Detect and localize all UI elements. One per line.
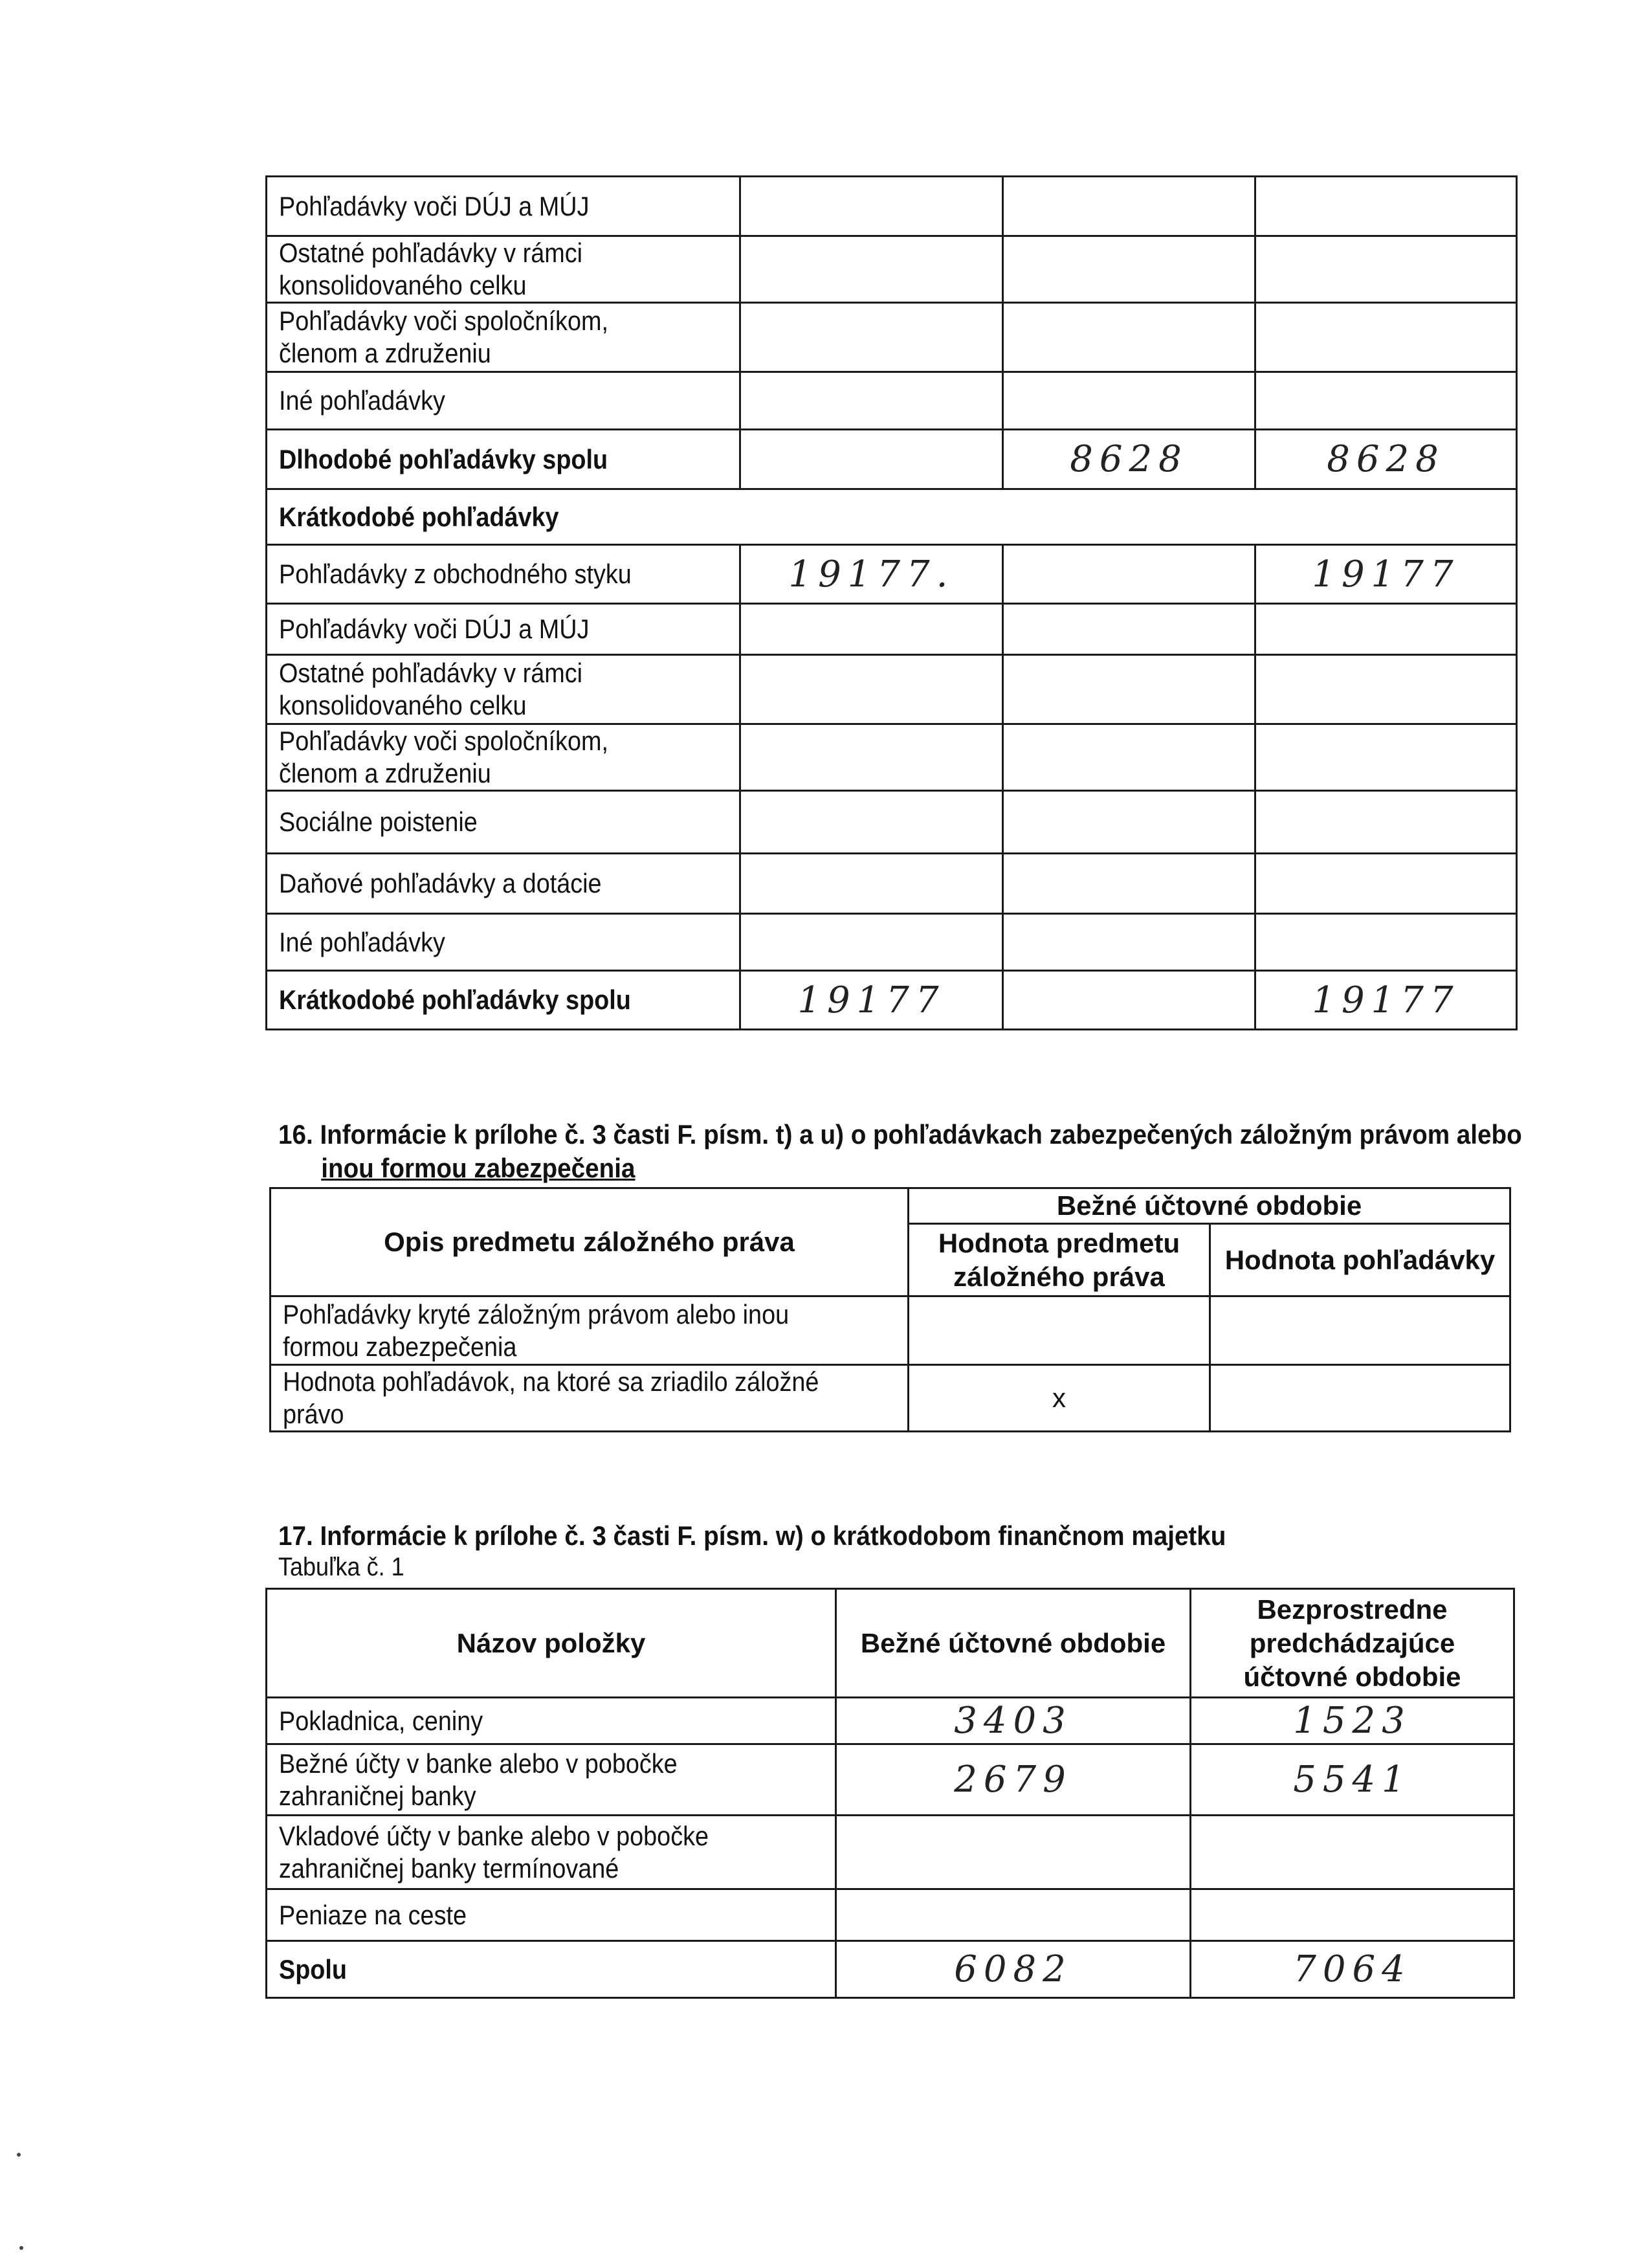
cell-value [740, 914, 1003, 971]
cell-value [740, 372, 1003, 430]
row-label: Peniaze na ceste [267, 1889, 836, 1941]
col-header-value-receivable: Hodnota pohľadávky [1210, 1224, 1510, 1296]
table-header-row [267, 1589, 1514, 1698]
cell-value [1003, 854, 1255, 914]
row-label: Bežné účty v banke alebo v pobočke zahraničnej banky [267, 1744, 836, 1816]
cell-value: 3403 [836, 1698, 1191, 1744]
row-label: Daňové pohľadávky a dotácie [267, 854, 740, 914]
cell-value [836, 1816, 1191, 1889]
cell-value [1003, 791, 1255, 854]
cell-value: 19177 [1255, 971, 1517, 1030]
section-row [267, 489, 1517, 545]
table-row [267, 236, 1517, 303]
cell-value: 5541 [1191, 1744, 1514, 1816]
section-17-heading: 17. Informácie k prílohe č. 3 časti F. písm. w) o krátkodobom finančnom majetku [278, 1520, 1226, 1551]
table-row [267, 791, 1517, 854]
table-row [267, 1941, 1514, 1998]
cell-value [740, 655, 1003, 724]
table-row [267, 177, 1517, 236]
cell-value [1003, 655, 1255, 724]
row-label: Dlhodobé pohľadávky spolu [267, 430, 740, 489]
row-label: Ostatné pohľadávky v rámci konsolidovaného celku [267, 236, 740, 303]
scan-speck [19, 2246, 23, 2250]
table-row [267, 854, 1517, 914]
table-row [267, 372, 1517, 430]
table-row [271, 1365, 1510, 1432]
cell-value [1255, 914, 1517, 971]
cell-value [740, 430, 1003, 489]
cell-value [1210, 1296, 1510, 1365]
row-label: Pohľadávky z obchodného styku [267, 545, 740, 604]
section-16-heading-line2: inou formou zabezpečenia [321, 1153, 636, 1183]
table-row [267, 724, 1517, 791]
col-header-value-subject: Hodnota predmetu záložného práva [909, 1224, 1210, 1296]
cell-value [1255, 724, 1517, 791]
table-row [267, 1816, 1514, 1889]
cell-value: 19177. [740, 545, 1003, 604]
cell-value [1255, 236, 1517, 303]
table-row [267, 604, 1517, 655]
row-label: Krátkodobé pohľadávky spolu [267, 971, 740, 1030]
row-label: Sociálne poistenie [267, 791, 740, 854]
table-row [267, 430, 1517, 489]
row-label: Spolu [267, 1941, 836, 1998]
row-label: Pohľadávky voči spoločníkom, členom a združeniu [267, 303, 740, 372]
cell-value [740, 303, 1003, 372]
cell-value [1255, 655, 1517, 724]
section-label: Krátkodobé pohľadávky [267, 489, 1517, 545]
cell-value [1003, 372, 1255, 430]
cell-value [909, 1296, 1210, 1365]
table-row [267, 914, 1517, 971]
cell-value [1210, 1365, 1510, 1432]
cell-value [1003, 545, 1255, 604]
table-row [267, 1698, 1514, 1744]
cell-value [1255, 177, 1517, 236]
cell-value [1003, 724, 1255, 791]
cell-value [836, 1889, 1191, 1941]
cell-value [1255, 372, 1517, 430]
row-label: Iné pohľadávky [267, 914, 740, 971]
table-row [267, 1744, 1514, 1816]
cell-value: 19177 [1255, 545, 1517, 604]
cell-value [740, 604, 1003, 655]
cell-value [740, 791, 1003, 854]
cell-value [1003, 604, 1255, 655]
cell-value [1191, 1889, 1514, 1941]
cell-value [1003, 914, 1255, 971]
cell-value [1255, 303, 1517, 372]
col-header-current: Bežné účtovné obdobie [836, 1589, 1191, 1698]
table-header-row [271, 1188, 1510, 1224]
row-label: Ostatné pohľadávky v rámci konsolidovaného celku [267, 655, 740, 724]
cell-value: 19177 [740, 971, 1003, 1030]
cell-value: 2679 [836, 1744, 1191, 1816]
row-label: Pohľadávky voči DÚJ a MÚJ [267, 604, 740, 655]
cell-value: 6082 [836, 1941, 1191, 1998]
row-label: Vkladové účty v banke alebo v pobočke zahraničnej banky termínované [267, 1816, 836, 1889]
cell-value [1003, 177, 1255, 236]
cell-value [1191, 1816, 1514, 1889]
cell-value [1255, 854, 1517, 914]
row-label: Pohľadávky voči DÚJ a MÚJ [267, 177, 740, 236]
col-header-name: Názov položky [267, 1589, 836, 1698]
col-header-description: Opis predmetu záložného práva [271, 1188, 909, 1296]
cell-value [1003, 236, 1255, 303]
row-label: Hodnota pohľadávok, na ktoré sa zriadilo záložné právo [271, 1365, 909, 1432]
table-row [267, 655, 1517, 724]
cell-value [740, 724, 1003, 791]
table-row [267, 971, 1517, 1030]
table-row [267, 545, 1517, 604]
receivables-table [265, 175, 1518, 1030]
row-label: Pohľadávky kryté záložným právom alebo inou formou zabezpečenia [271, 1296, 909, 1365]
table-row [267, 1889, 1514, 1941]
cell-value [1255, 604, 1517, 655]
table-row [271, 1296, 1510, 1365]
row-label: Pokladnica, ceniny [267, 1698, 836, 1744]
table-number-label: Tabuľka č. 1 [278, 1553, 404, 1581]
cell-value [1003, 971, 1255, 1030]
row-label: Iné pohľadávky [267, 372, 740, 430]
cell-value [740, 854, 1003, 914]
cell-value: 8628 [1255, 430, 1517, 489]
cell-value [740, 177, 1003, 236]
table-row [267, 303, 1517, 372]
financial-assets-table [265, 1588, 1515, 1999]
cell-value [1255, 791, 1517, 854]
cell-value: 8628 [1003, 430, 1255, 489]
row-label: Pohľadávky voči spoločníkom, členom a združeniu [267, 724, 740, 791]
pledge-table [269, 1187, 1511, 1432]
col-header-previous: Bezprostredne predchádzajúce účtovné obdobie [1191, 1589, 1514, 1698]
section-16-heading-line1: 16. Informácie k prílohe č. 3 časti F. písm. t) a u) o pohľadávkach zabezpečených záložným právom alebo [278, 1119, 1522, 1150]
col-header-period: Bežné účtovné obdobie [909, 1188, 1510, 1224]
cell-value: 7064 [1191, 1941, 1514, 1998]
cell-value: 1523 [1191, 1698, 1514, 1744]
cell-value: x [909, 1365, 1210, 1432]
scan-speck [17, 2153, 21, 2157]
section-16-heading [278, 1118, 1522, 1185]
cell-value [1003, 303, 1255, 372]
cell-value [740, 236, 1003, 303]
